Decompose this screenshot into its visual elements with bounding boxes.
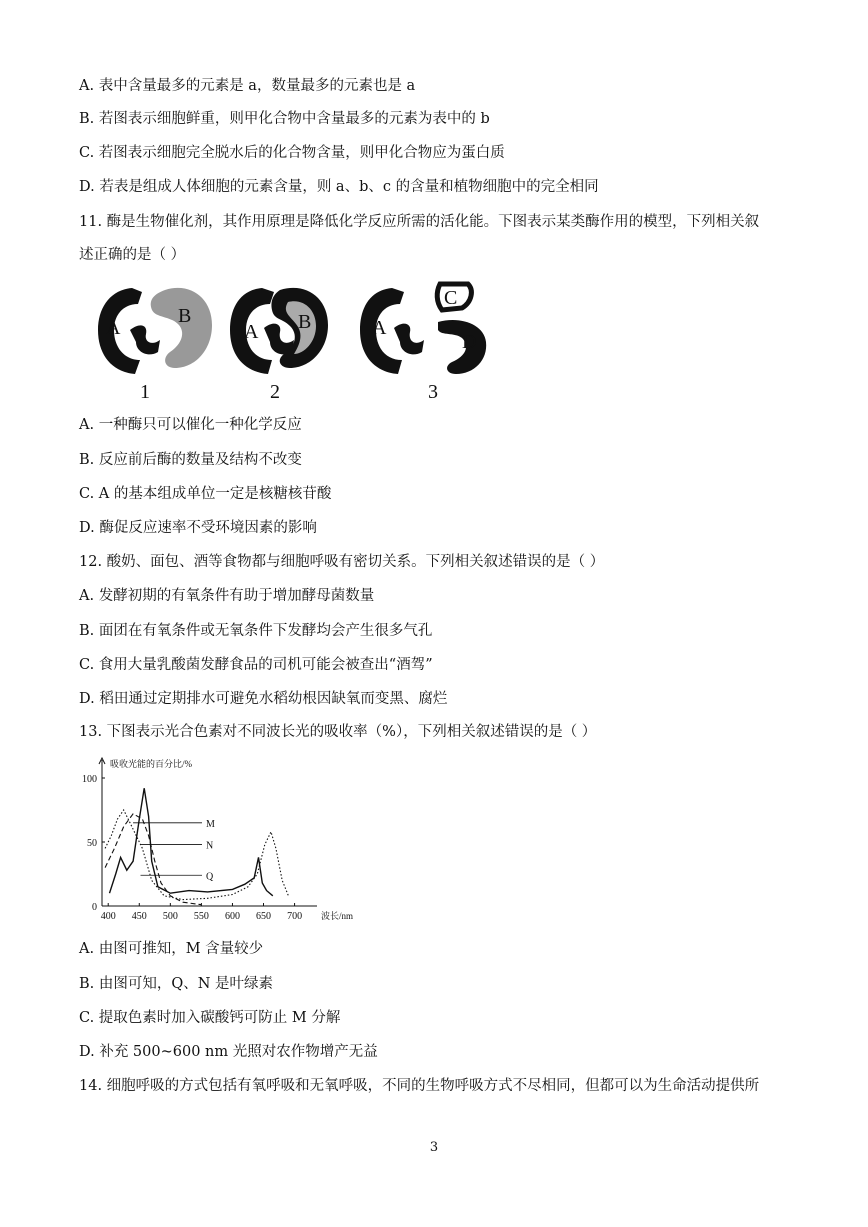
label-a-2: A xyxy=(244,321,259,343)
x-tick-label: 500 xyxy=(162,911,178,922)
question-12: 12. 酸奶、面包、酒等食物都与细胞呼吸有密切关系。下列相关叙述错误的是（ ） xyxy=(79,554,605,570)
label-a-1: A xyxy=(106,317,121,339)
option-13a: A. 由图可推知，M 含量较少 xyxy=(79,941,264,957)
option-12c: C. 食用大量乳酸菌发酵食品的司机可能会被查出“酒驾” xyxy=(79,657,433,673)
enzyme-model-figure xyxy=(90,280,510,405)
option-12a: A. 发酵初期的有氧条件有助于增加酵母菌数量 xyxy=(79,588,375,604)
page-number: 3 xyxy=(429,1140,439,1155)
y-axis-label: 吸收光能的百分比/% xyxy=(110,759,192,769)
option-13b: B. 由图可知，Q、N 是叶绿素 xyxy=(79,976,274,992)
absorption-chart xyxy=(80,756,370,926)
panel-number-3: 3 xyxy=(428,381,438,403)
label-c-3: C xyxy=(444,287,458,309)
option-10a: A. 表中含量最多的元素是 a，数量最多的元素也是 a xyxy=(79,78,416,94)
panel-number-1: 1 xyxy=(140,381,150,403)
option-12b: B. 面团在有氧条件或无氧条件下发酵均会产生很多气孔 xyxy=(79,623,433,639)
option-11b: B. 反应前后酶的数量及结构不改变 xyxy=(79,452,302,468)
x-tick-label: 700 xyxy=(287,911,303,922)
y-tick-label: 0 xyxy=(92,902,97,913)
panel-number-2: 2 xyxy=(270,381,280,403)
x-tick-label: 400 xyxy=(100,911,116,922)
question-13: 13. 下图表示光合色素对不同波长光的吸收率（%），下列相关叙述错误的是（ ） xyxy=(79,724,597,740)
option-11d: D. 酶促反应速率不受环境因素的影响 xyxy=(79,520,317,536)
option-10b: B. 若图表示细胞鲜重，则甲化合物中含量最多的元素为表中的 b xyxy=(79,111,490,127)
option-10d: D. 若表是组成人体细胞的元素含量，则 a、b、c 的含量和植物细胞中的完全相同 xyxy=(79,179,599,195)
option-12d: D. 稻田通过定期排水可避免水稻幼根因缺氧而变黑、腐烂 xyxy=(79,691,448,707)
option-11a: A. 一种酶只可以催化一种化学反应 xyxy=(79,417,302,433)
y-tick-label: 100 xyxy=(82,774,97,785)
x-tick-label: 600 xyxy=(224,911,240,922)
label-d-3: D xyxy=(462,331,477,353)
y-tick-label: 50 xyxy=(87,838,97,849)
x-tick-label: 550 xyxy=(193,911,209,922)
series-q-line xyxy=(105,810,288,900)
x-tick-label: 650 xyxy=(256,911,272,922)
label-a-3: A xyxy=(372,317,387,339)
question-14: 14. 细胞呼吸的方式包括有氧呼吸和无氧呼吸，不同的生物呼吸方式不尽相同，但都可以为生命活动提供所 xyxy=(79,1078,760,1094)
question-11-line1: 11. 酶是生物催化剂，其作用原理是降低化学反应所需的活化能。下图表示某类酶作用的模型，下列相关叙 xyxy=(79,214,760,230)
x-tick-label: 450 xyxy=(131,911,147,922)
option-13d: D. 补充 500~600 nm 光照对农作物增产无益 xyxy=(79,1044,378,1060)
label-b-1: B xyxy=(178,305,192,327)
series-label-q: Q xyxy=(206,871,214,883)
series-label-m: M xyxy=(206,818,215,830)
x-axis-label: 波长/nm xyxy=(321,911,354,921)
label-b-2: B xyxy=(298,311,312,333)
series-label-n: N xyxy=(206,840,214,852)
option-10c: C. 若图表示细胞完全脱水后的化合物含量，则甲化合物应为蛋白质 xyxy=(79,145,505,161)
series-n-line xyxy=(110,788,273,896)
option-13c: C. 提取色素时加入碳酸钙可防止 M 分解 xyxy=(79,1010,341,1026)
option-11c: C. A 的基本组成单位一定是核糖核苷酸 xyxy=(79,486,332,502)
question-11-line2: 述正确的是（ ） xyxy=(79,247,186,263)
